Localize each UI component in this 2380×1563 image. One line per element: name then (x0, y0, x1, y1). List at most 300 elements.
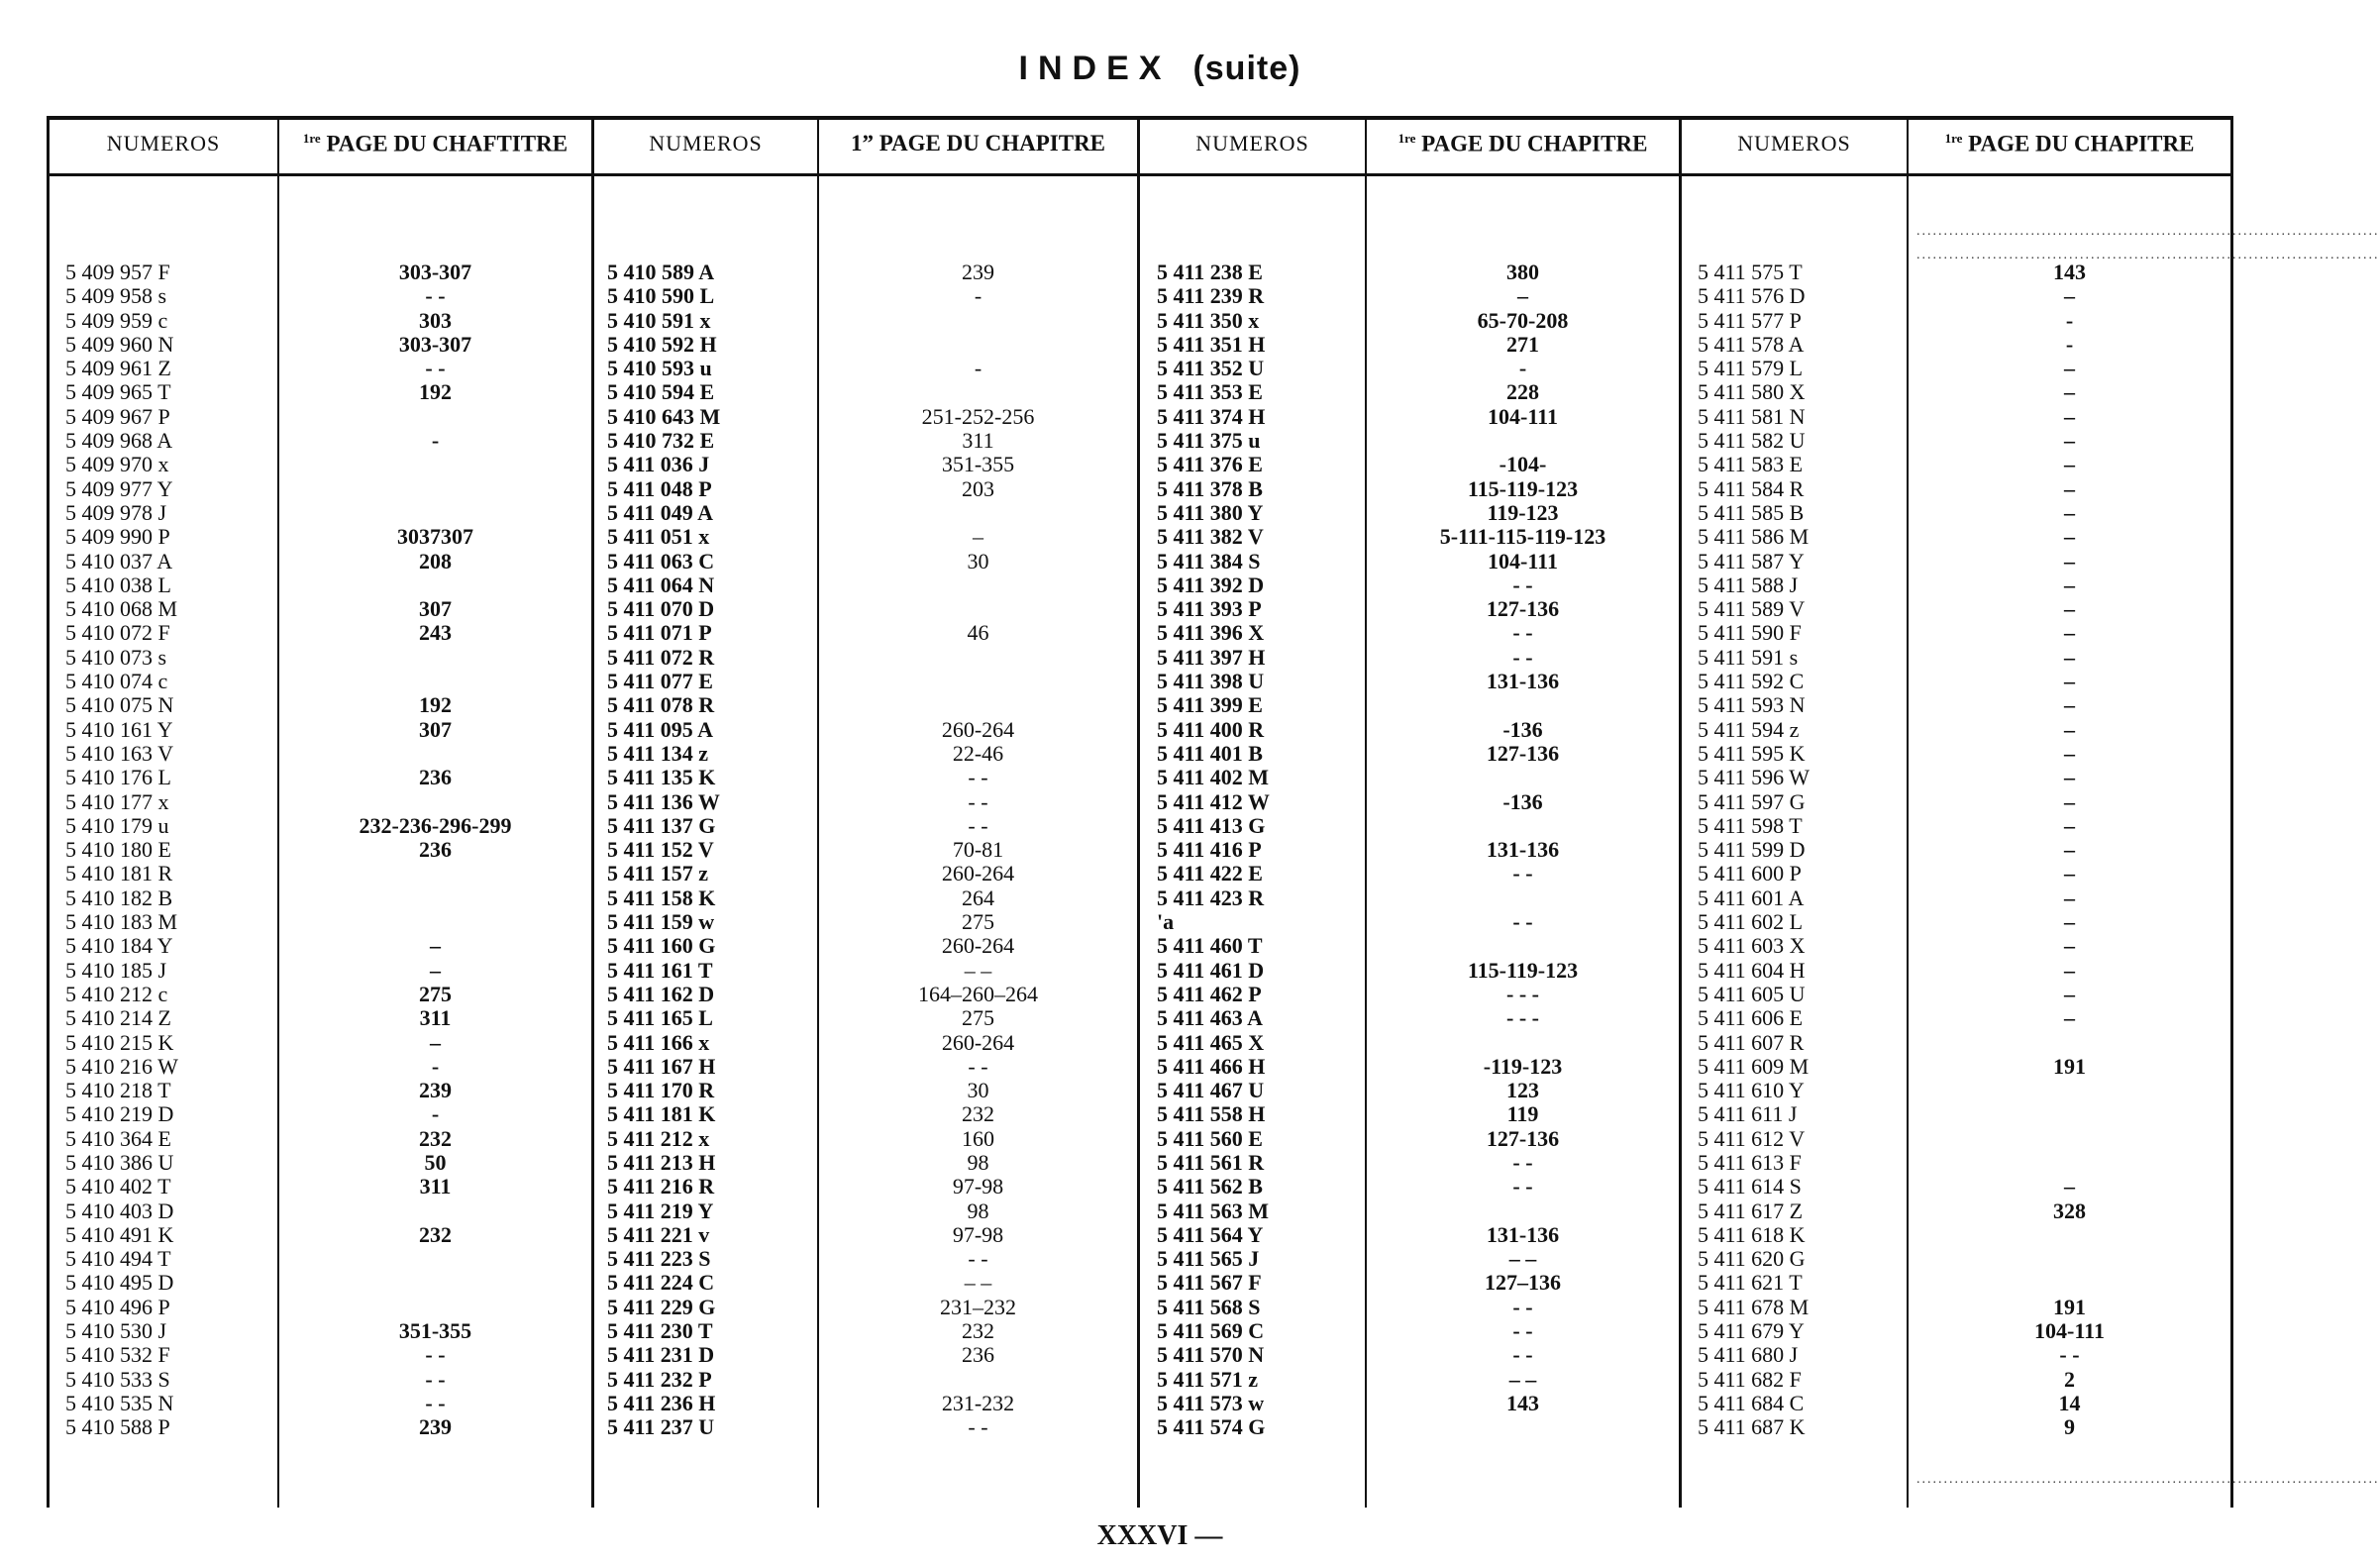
index-number: 5 411 571 z (1157, 1366, 1259, 1392)
index-number: 5 410 037 A (65, 548, 173, 573)
index-number: 5 411 585 B (1698, 499, 1805, 525)
chapter-page: - - (425, 1366, 446, 1392)
chapter-page: -104- (1499, 452, 1547, 477)
pages-column-3 (1367, 260, 1679, 1440)
header-page-label: PAGE DU CHAPITRE (1421, 131, 1648, 156)
chapter-page (279, 573, 591, 597)
index-number: 5 410 402 T (65, 1174, 171, 1199)
index-number: 5 411 613 F (1698, 1149, 1802, 1175)
chapter-page: -136 (1502, 788, 1543, 814)
index-number: 5 410 075 N (65, 692, 174, 718)
chapter-page: – (2064, 1005, 2075, 1031)
index-number: 5 411 463 A (1157, 1005, 1263, 1031)
chapter-page: – (2064, 403, 2075, 429)
chapter-page: 271 (1506, 331, 1539, 357)
index-number: 5 410 180 E (65, 837, 171, 863)
index-number: 5 411 612 V (1698, 1125, 1806, 1151)
chapter-page: - (2065, 307, 2074, 333)
chapter-page: 191 (2053, 1294, 2086, 1319)
chapter-page: 275 (962, 909, 994, 935)
chapter-page: 131-136 (1486, 837, 1560, 863)
index-number: 5 410 491 K (65, 1221, 174, 1247)
chapter-page: – (2064, 837, 2075, 863)
index-number: 5 411 591 s (1698, 644, 1799, 670)
index-number: 5 411 596 W (1698, 765, 1811, 790)
chapter-page: – (2064, 548, 2075, 573)
chapter-page: - - (968, 788, 988, 814)
index-number: 5 409 961 Z (65, 356, 171, 381)
chapter-page: 239 (419, 1078, 452, 1103)
index-number: 5 410 212 c (65, 981, 168, 1006)
title-suffix: (suite) (1192, 50, 1301, 87)
index-number: 5 411 682 F (1698, 1366, 1802, 1392)
index-number: 5 411 230 T (607, 1318, 713, 1344)
chapter-page: 127-136 (1486, 740, 1560, 766)
index-number: 5 411 687 K (1698, 1414, 1806, 1440)
chapter-page (819, 670, 1137, 693)
chapter-page: 260-264 (941, 1029, 1015, 1055)
header-page-1 (279, 131, 591, 157)
chapter-page: - - (2059, 1342, 2080, 1368)
chapter-page: – (430, 1029, 441, 1055)
index-number: 5 411 563 M (1157, 1198, 1270, 1223)
index-number: 5 409 990 P (65, 524, 170, 550)
chapter-page: 192 (419, 379, 452, 405)
chapter-page: - - (968, 812, 988, 838)
chapter-page: 192 (419, 692, 452, 718)
chapter-page: 232 (962, 1318, 994, 1344)
index-number: 5 411 594 z (1698, 716, 1800, 742)
chapter-page: - - (968, 765, 988, 790)
chapter-page (819, 309, 1137, 333)
index-number: 5 410 176 L (65, 765, 171, 790)
chapter-page: 127-136 (1486, 596, 1560, 622)
chapter-page: 50 (424, 1149, 447, 1175)
chapter-page: 232 (419, 1221, 452, 1247)
index-number: 5 411 070 D (607, 596, 715, 622)
chapter-page: 2 (2064, 1366, 2075, 1392)
index-number: 5 411 384 S (1157, 548, 1261, 573)
index-number: 5 411 568 S (1157, 1294, 1261, 1319)
index-number: 5 410 386 U (65, 1149, 174, 1175)
header-divider (47, 173, 2233, 176)
chapter-page (819, 597, 1137, 621)
index-number: 5 409 957 F (65, 260, 170, 284)
chapter-page: – (1517, 283, 1528, 309)
index-number: 5 410 593 u (607, 356, 712, 381)
index-number: 5 409 960 N (65, 331, 174, 357)
chapter-page (819, 573, 1137, 597)
index-number: 5 411 584 R (1698, 475, 1805, 501)
header-page-label: PAGE DU CHAPITRE (879, 131, 1106, 156)
chapter-page: -119-123 (1483, 1053, 1563, 1079)
chapter-page: 203 (962, 475, 994, 501)
pages-column-2 (819, 260, 1137, 1440)
chapter-page: 351-355 (941, 452, 1015, 477)
index-number: 'a (1157, 909, 1175, 935)
index-number: 5 410 185 J (65, 957, 167, 983)
index-number: 5 411 157 z (607, 861, 709, 886)
index-number: 5 411 221 v (607, 1221, 710, 1247)
index-number: 5 411 588 J (1698, 572, 1799, 597)
index-number: 5 411 374 H (1157, 403, 1266, 429)
chapter-page: 119 (1506, 1101, 1539, 1127)
index-number: 5 410 161 Y (65, 716, 173, 742)
chapter-page: 307 (419, 596, 452, 622)
chapter-page: – (2064, 909, 2075, 935)
chapter-page: 236 (419, 765, 452, 790)
chapter-page: - - (1512, 620, 1533, 646)
index-number: 5 410 530 J (65, 1318, 167, 1344)
chapter-page: – (430, 957, 441, 983)
index-number: 5 410 215 K (65, 1029, 174, 1055)
index-number: 5 411 412 W (1157, 788, 1270, 814)
index-number: 5 411 136 W (607, 788, 720, 814)
index-number: 5 409 958 s (65, 283, 167, 309)
index-number: 5 411 680 J (1698, 1342, 1799, 1368)
header-numeros-1: NUMEROS (106, 131, 221, 156)
chapter-page (1367, 693, 1679, 717)
index-number: 5 410 590 L (607, 283, 715, 309)
index-number: 5 411 402 M (1157, 765, 1270, 790)
index-number: 5 411 606 E (1698, 1005, 1804, 1031)
index-number: 5 411 134 z (607, 740, 709, 766)
chapter-page: 311 (419, 1005, 452, 1031)
chapter-page: 115-119-123 (1467, 475, 1579, 501)
chapter-page: 160 (962, 1125, 994, 1151)
chapter-page: -136 (1502, 716, 1543, 742)
chapter-page: – (2064, 716, 2075, 742)
chapter-page (819, 646, 1137, 670)
index-number: 5 411 564 Y (1157, 1221, 1264, 1247)
index-number: 5 410 072 F (65, 620, 170, 646)
chapter-page (279, 790, 591, 814)
index-number: 5 410 533 S (65, 1366, 170, 1392)
index-number: 5 411 392 D (1157, 572, 1265, 597)
index-number: 5 411 063 C (607, 548, 715, 573)
chapter-page: 328 (2053, 1198, 2086, 1223)
dotted-leader: ..................................................................................... (1916, 1472, 2380, 1487)
index-number: 5 411 380 Y (1157, 499, 1264, 525)
chapter-page: 236 (962, 1342, 994, 1368)
chapter-page: 22-46 (952, 740, 1004, 766)
index-number: 5 411 599 D (1698, 837, 1806, 863)
numbers-column-3 (1157, 260, 1363, 1440)
chapter-page (819, 501, 1137, 525)
index-number: 5 411 165 L (607, 1005, 713, 1031)
chapter-page: 104-111 (1488, 548, 1558, 573)
index-number: 5 411 620 G (1698, 1246, 1806, 1272)
index-number: 5 411 560 E (1157, 1125, 1263, 1151)
header-page-2 (819, 131, 1137, 156)
chapter-page (279, 1271, 591, 1295)
chapter-page: – – (1508, 1246, 1537, 1272)
chapter-page: - - (1512, 861, 1533, 886)
chapter-page: - - (968, 1246, 988, 1272)
index-number: 5 411 072 R (607, 644, 715, 670)
chapter-page: - - (425, 283, 446, 309)
index-number: 5 411 401 B (1157, 740, 1263, 766)
chapter-page: 275 (419, 981, 452, 1006)
chapter-page: 303-307 (398, 331, 472, 357)
chapter-page: - (431, 1101, 440, 1127)
index-number: 5 411 216 R (607, 1174, 715, 1199)
index-number: 5 409 978 J (65, 499, 167, 525)
chapter-page (1367, 1199, 1679, 1223)
index-number: 5 410 589 A (607, 260, 715, 284)
numbers-column-1 (65, 260, 273, 1440)
index-number: 5 411 621 T (1698, 1270, 1803, 1296)
index-number: 5 411 466 H (1157, 1053, 1266, 1079)
index-number: 5 409 959 c (65, 307, 168, 333)
chapter-page: 239 (962, 260, 994, 284)
chapter-page: – (2064, 669, 2075, 694)
index-number: 5 411 610 Y (1698, 1078, 1805, 1103)
index-number: 5 411 351 H (1157, 331, 1266, 357)
index-number: 5 410 183 M (65, 909, 178, 935)
chapter-page: – (430, 933, 441, 959)
index-number: 5 411 583 E (1698, 452, 1804, 477)
index-number: 5 410 643 M (607, 403, 721, 429)
chapter-page (819, 1368, 1137, 1392)
index-number: 5 411 219 Y (607, 1198, 714, 1223)
chapter-page: – (2064, 957, 2075, 983)
index-number: 5 411 580 X (1698, 379, 1806, 405)
chapter-page: 98 (967, 1198, 989, 1223)
dotted-leader: ..................................................................................... (1916, 248, 2380, 262)
chapter-page (279, 1247, 591, 1271)
index-number: 5 411 561 R (1157, 1149, 1265, 1175)
index-number: 5 411 416 P (1157, 837, 1262, 863)
chapter-page: 307 (419, 716, 452, 742)
index-number: 5 410 068 M (65, 596, 178, 622)
chapter-page (279, 886, 591, 910)
index-number: 5 411 603 X (1698, 933, 1806, 959)
index-number: 5 411 567 F (1157, 1270, 1262, 1296)
chapter-page: 143 (1506, 1390, 1539, 1415)
index-number: 5 411 167 H (607, 1053, 716, 1079)
index-number: 5 411 604 H (1698, 957, 1806, 983)
chapter-page: – (973, 524, 983, 550)
chapter-page (1367, 429, 1679, 453)
chapter-page: - - (1512, 572, 1533, 597)
index-number: 5 411 592 C (1698, 669, 1805, 694)
chapter-page: – (2064, 981, 2075, 1006)
chapter-page (279, 501, 591, 525)
chapter-page (279, 742, 591, 766)
index-number: 5 411 213 H (607, 1149, 716, 1175)
dotted-leader: ..................................................................................... (1916, 224, 2380, 239)
chapter-page: – (2064, 644, 2075, 670)
chapter-page: 70-81 (952, 837, 1004, 863)
index-number: 5 411 678 M (1698, 1294, 1810, 1319)
chapter-page: – (2064, 596, 2075, 622)
index-number: 5 411 229 G (607, 1294, 716, 1319)
index-number: 5 411 562 B (1157, 1174, 1263, 1199)
index-number: 5 411 378 B (1157, 475, 1263, 501)
index-number: 5 411 159 w (607, 909, 715, 935)
chapter-page: – (2064, 475, 2075, 501)
chapter-page: 14 (2058, 1390, 2081, 1415)
index-number: 5 411 582 U (1698, 428, 1806, 454)
index-number: 5 410 535 N (65, 1390, 174, 1415)
index-number: 5 410 184 Y (65, 933, 173, 959)
chapter-page (1909, 1031, 2230, 1055)
index-number: 5 411 593 N (1698, 692, 1806, 718)
chapter-page: 243 (419, 620, 452, 646)
index-number: 5 411 166 x (607, 1029, 710, 1055)
index-number: 5 411 223 S (607, 1246, 711, 1272)
index-number: 5 411 602 L (1698, 909, 1804, 935)
index-number: 5 411 587 Y (1698, 548, 1805, 573)
chapter-page: 208 (419, 548, 452, 573)
index-number: 5 410 182 B (65, 885, 173, 910)
chapter-page: 9 (2064, 1414, 2075, 1440)
chapter-page: 97-98 (952, 1221, 1004, 1247)
index-number: 5 410 214 Z (65, 1005, 171, 1031)
header-numeros-4: NUMEROS (1737, 131, 1851, 156)
chapter-page: 239 (419, 1414, 452, 1440)
chapter-page: 3037307 (397, 524, 473, 550)
chapter-page: 228 (1506, 379, 1539, 405)
index-number: 5 410 163 V (65, 740, 173, 766)
chapter-page: - (2065, 331, 2074, 357)
chapter-page: – (2064, 1174, 2075, 1199)
chapter-page: 264 (962, 885, 994, 910)
header-numeros-2: NUMEROS (649, 131, 763, 156)
index-number: 5 411 569 C (1157, 1318, 1265, 1344)
index-number: 5 411 679 Y (1698, 1318, 1805, 1344)
index-number: 5 411 618 K (1698, 1221, 1806, 1247)
index-number: 5 411 617 Z (1698, 1198, 1804, 1223)
chapter-page (1909, 1247, 2230, 1271)
index-number: 5 411 574 G (1157, 1414, 1266, 1440)
index-number: 5 411 352 U (1157, 356, 1265, 381)
chapter-page (1909, 1223, 2230, 1247)
chapter-page: – (2064, 933, 2075, 959)
index-number: 5 411 590 F (1698, 620, 1802, 646)
index-number: 5 410 594 E (607, 379, 715, 405)
index-number: 5 411 573 w (1157, 1390, 1265, 1415)
index-number: 5 411 598 T (1698, 812, 1803, 838)
index-number: 5 411 586 M (1698, 524, 1810, 550)
chapter-page: – (2064, 283, 2075, 309)
header-page-sup: 1re (302, 131, 321, 146)
chapter-page: 275 (962, 1005, 994, 1031)
index-number: 5 411 236 H (607, 1390, 716, 1415)
index-number: 5 410 732 E (607, 428, 715, 454)
index-number: 5 411 614 S (1698, 1174, 1802, 1199)
chapter-page: 351-355 (398, 1318, 472, 1344)
chapter-page: 231–232 (940, 1294, 1016, 1319)
chapter-page: 46 (967, 620, 989, 646)
index-number: 5 410 532 F (65, 1342, 170, 1368)
index-number: 5 411 462 P (1157, 981, 1262, 1006)
index-number: 5 411 398 U (1157, 669, 1265, 694)
index-number: 5 411 397 H (1157, 644, 1266, 670)
index-number: 5 410 588 P (65, 1414, 170, 1440)
chapter-page: – (2064, 765, 2075, 790)
chapter-page (1909, 1079, 2230, 1102)
chapter-page: 131-136 (1486, 1221, 1560, 1247)
index-number: 5 411 396 X (1157, 620, 1265, 646)
chapter-page: – (2064, 885, 2075, 910)
chapter-page: 231-232 (941, 1390, 1015, 1415)
index-number: 5 411 565 J (1157, 1246, 1260, 1272)
chapter-page: 104-111 (1488, 403, 1558, 429)
index-number: 5 411 237 U (607, 1414, 715, 1440)
index-number: 5 411 231 D (607, 1342, 715, 1368)
index-number: 5 411 589 V (1698, 596, 1806, 622)
chapter-page: 232 (962, 1101, 994, 1127)
index-number: 5 409 967 P (65, 403, 170, 429)
index-number: 5 411 158 K (607, 885, 716, 910)
chapter-page (279, 670, 591, 693)
index-number: 5 411 162 D (607, 981, 715, 1006)
chapter-page (1367, 814, 1679, 838)
chapter-page: 232 (419, 1125, 452, 1151)
index-number: 5 411 607 R (1698, 1029, 1805, 1055)
chapter-page: - - - (1506, 1005, 1539, 1031)
index-number: 5 411 461 D (1157, 957, 1265, 983)
index-number: 5 411 232 P (607, 1366, 712, 1392)
chapter-page (1909, 1102, 2230, 1126)
chapter-page (1367, 766, 1679, 789)
chapter-page: - - (1512, 1174, 1533, 1199)
chapter-page: – (2064, 740, 2075, 766)
index-number: 5 411 078 R (607, 692, 715, 718)
index-number: 5 410 038 L (65, 572, 171, 597)
chapter-page (819, 333, 1137, 357)
index-number: 5 411 170 R (607, 1078, 715, 1103)
index-number: 5 411 400 R (1157, 716, 1265, 742)
chapter-page: 5-111-115-119-123 (1439, 524, 1606, 550)
index-number: 5 410 073 s (65, 644, 167, 670)
chapter-page: – (2064, 812, 2075, 838)
index-number: 5 411 609 M (1698, 1053, 1810, 1079)
index-number: 5 410 179 u (65, 812, 169, 838)
header-page-label: PAGE DU CHAPITRE (1968, 131, 2195, 156)
index-number: 5 411 376 E (1157, 452, 1263, 477)
index-number: 5 411 465 X (1157, 1029, 1265, 1055)
index-number: 5 411 570 N (1157, 1342, 1265, 1368)
chapter-page: 236 (419, 837, 452, 863)
index-number: 5 411 597 G (1698, 788, 1806, 814)
chapter-page (279, 1296, 591, 1319)
chapter-page: – (2064, 572, 2075, 597)
index-number: 5 411 051 x (607, 524, 710, 550)
chapter-page: 303 (419, 307, 452, 333)
chapter-page: – (2064, 524, 2075, 550)
chapter-page: – (2064, 499, 2075, 525)
chapter-page (1367, 886, 1679, 910)
index-number: 5 411 238 E (1157, 260, 1263, 284)
numbers-column-4 (1698, 260, 1904, 1440)
index-number: 5 411 467 U (1157, 1078, 1265, 1103)
column-divider (1137, 116, 1140, 1508)
chapter-page: - (974, 283, 983, 309)
index-number: 5 411 684 C (1698, 1390, 1805, 1415)
chapter-page: 98 (967, 1149, 989, 1175)
index-number: 5 411 577 P (1698, 307, 1802, 333)
index-number: 5 411 393 P (1157, 596, 1262, 622)
index-number: 5 411 135 K (607, 765, 716, 790)
chapter-page (279, 862, 591, 886)
chapter-page: – – (964, 957, 992, 983)
index-number: 5 411 048 P (607, 475, 712, 501)
index-number: 5 411 181 K (607, 1101, 716, 1127)
chapter-page: 119-123 (1487, 499, 1559, 525)
